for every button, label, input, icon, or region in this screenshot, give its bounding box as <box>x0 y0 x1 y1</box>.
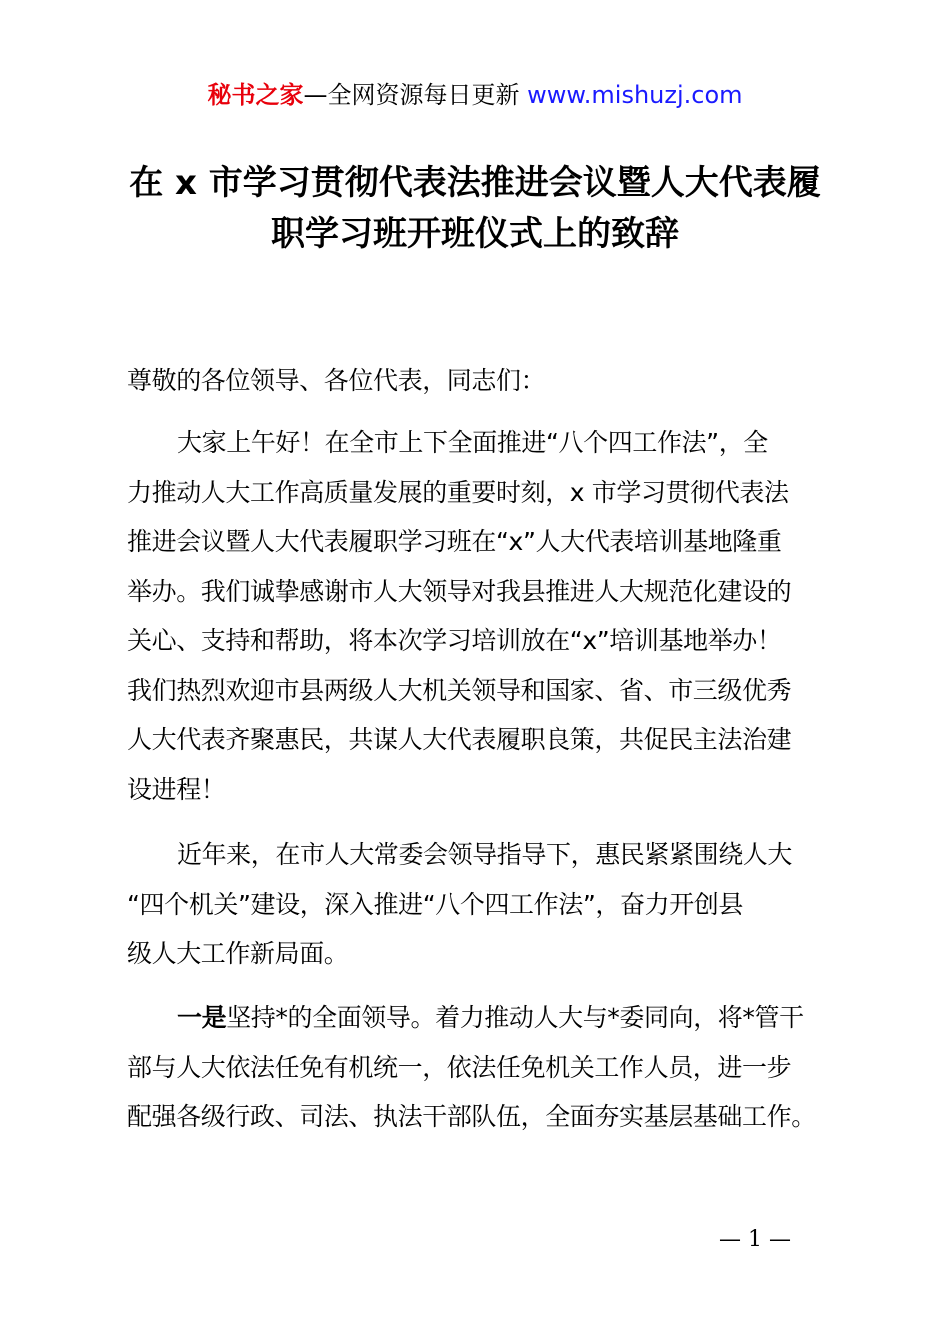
paragraph-point-one <box>127 993 835 1142</box>
salutation-block <box>127 356 835 406</box>
paragraph-line <box>127 993 835 1043</box>
brand-name: 秘书之家 <box>207 81 304 109</box>
point-text: 坚持*的全面领导。着力推动人大与*委同向，将*管干 <box>226 1003 804 1032</box>
page-number: — 1 — <box>719 1227 791 1252</box>
site-url-link[interactable]: www.mishuzj.com <box>527 81 743 109</box>
site-header <box>0 78 950 112</box>
paragraph-line: 级人大工作新局面。 <box>127 939 349 968</box>
paragraph-line: 举办。我们诚挚感谢市人大领导对我县推进人大规范化建设的 <box>127 576 792 606</box>
paragraph-line: 我们热烈欢迎市县两级人大机关领导和国家、省、市三级优秀 <box>127 675 792 705</box>
header-tagline: —全网资源每日更新 <box>303 81 520 109</box>
paragraph-line: 大家上午好！在全市上下全面推进“八个四工作法”，全 <box>177 428 768 457</box>
paragraph-greeting <box>127 418 835 814</box>
paragraph-line: 设进程！ <box>127 774 226 804</box>
paragraph-line: 推进会议暨人大代表履职学习班在“x”人大代表培训基地隆重 <box>127 527 782 556</box>
paragraph-line: 力推动人大工作高质量发展的重要时刻，x 市学习贯彻代表法 <box>127 477 789 507</box>
title-line-1: 在 x 市学习贯彻代表法推进会议暨人大代表履 <box>129 163 821 203</box>
paragraph-line: 人大代表齐聚惠民，共谋人大代表履职良策，共促民主法治建 <box>127 725 792 754</box>
point-lead: 一是 <box>177 1003 227 1032</box>
salutation: 尊敬的各位领导、各位代表，同志们： <box>127 366 546 395</box>
paragraph-recent-years <box>127 830 835 979</box>
paragraph-line: “四个机关”建设，深入推进“八个四工作法”，奋力开创县 <box>127 889 744 919</box>
title-line-2: 职学习班开班仪式上的致辞 <box>271 214 679 254</box>
document-title <box>60 158 890 260</box>
paragraph-line: 近年来，在市人大常委会领导指导下，惠民紧紧围绕人大 <box>177 840 793 869</box>
paragraph-line: 部与人大依法任免有机统一，依法任免机关工作人员，进一步 <box>127 1052 792 1082</box>
paragraph-line: 配强各级行政、司法、执法干部队伍，全面夯实基层基础工作。 <box>127 1102 816 1131</box>
paragraph-line: 关心、支持和帮助，将本次学习培训放在“x”培训基地举办！ <box>127 626 782 655</box>
